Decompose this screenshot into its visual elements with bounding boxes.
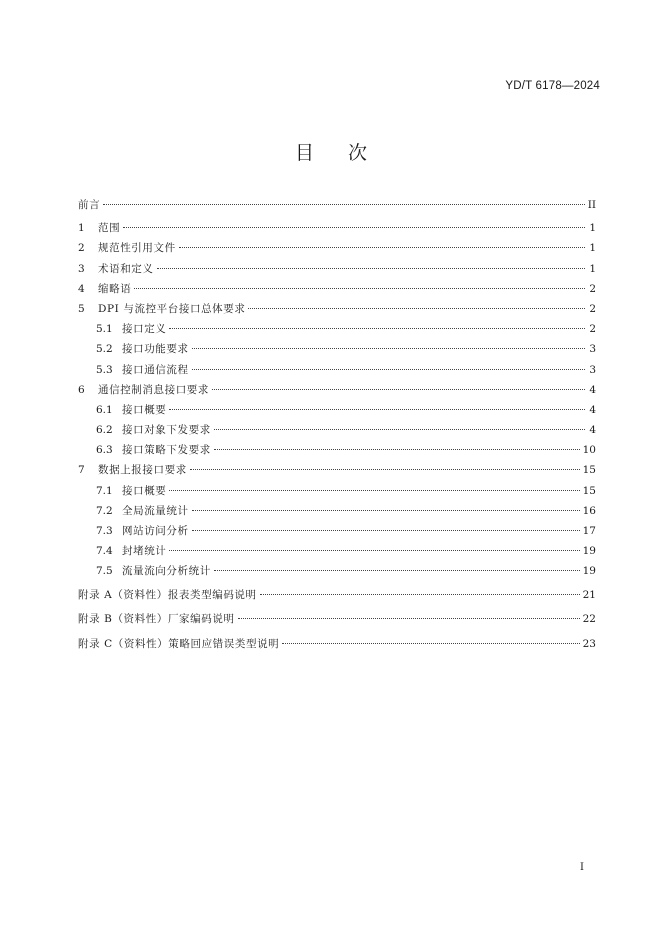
toc-leader bbox=[192, 510, 580, 511]
toc-entry-label: 通信控制消息接口要求 bbox=[98, 383, 209, 396]
toc-leader bbox=[214, 570, 580, 571]
toc-entry-number: 5.1 bbox=[96, 323, 113, 336]
toc-entry-number: 5.2 bbox=[96, 343, 113, 356]
toc-title bbox=[0, 138, 662, 165]
toc-entry-page: 19 bbox=[582, 565, 596, 578]
toc-entry-5-3[interactable] bbox=[78, 362, 596, 382]
toc-entry-number: 7.3 bbox=[96, 525, 113, 537]
toc-entry-6-3[interactable] bbox=[78, 442, 596, 462]
toc-leader bbox=[190, 469, 580, 470]
toc-entry-number: 3 bbox=[78, 262, 85, 275]
toc-leader bbox=[192, 530, 580, 531]
toc-entry-label: DPI 与流控平台接口总体要求 bbox=[98, 302, 246, 315]
toc-leader bbox=[238, 618, 580, 619]
toc-entry-label: 接口概要 bbox=[122, 484, 167, 497]
toc-entry-number: 5.3 bbox=[96, 363, 113, 376]
toc-entry-label: 流量流向分析统计 bbox=[122, 565, 211, 578]
toc-leader bbox=[123, 227, 585, 228]
toc-entry-number: 7.5 bbox=[96, 565, 113, 578]
toc-entry-1[interactable] bbox=[78, 220, 596, 240]
page-number: I bbox=[580, 862, 584, 873]
toc-entry-number: 6.3 bbox=[96, 444, 113, 457]
toc-entry-page: II bbox=[587, 199, 596, 211]
toc-entry-page: 15 bbox=[582, 484, 596, 497]
toc-entry-page: 22 bbox=[582, 613, 596, 626]
toc-entry-page: 3 bbox=[589, 363, 596, 376]
toc-entry-page: 2 bbox=[589, 302, 596, 315]
toc-entry-page: 23 bbox=[582, 637, 596, 650]
toc-leader bbox=[169, 328, 585, 329]
toc-entry-annex-a[interactable] bbox=[78, 587, 596, 612]
toc-entry-foreword[interactable] bbox=[78, 197, 596, 217]
toc-leader bbox=[192, 348, 585, 349]
toc-entry-4[interactable] bbox=[78, 281, 596, 301]
toc-entry-7-2[interactable] bbox=[78, 503, 596, 523]
toc-entry-number: 1 bbox=[78, 222, 85, 235]
toc-entry-page: 1 bbox=[589, 222, 596, 235]
toc-entry-7[interactable] bbox=[78, 462, 596, 482]
toc-entry-label: 接口功能要求 bbox=[122, 343, 189, 356]
toc-entry-7-5[interactable] bbox=[78, 563, 596, 583]
toc-entry-2[interactable] bbox=[78, 240, 596, 260]
toc-entry-6-2[interactable] bbox=[78, 422, 596, 442]
toc-entry-6[interactable] bbox=[78, 382, 596, 402]
toc-leader bbox=[214, 449, 580, 450]
toc-entry-5[interactable] bbox=[78, 301, 596, 321]
toc-entry-page: 2 bbox=[589, 282, 596, 295]
toc-entry-label: 全局流量统计 bbox=[122, 504, 189, 517]
toc-entry-page: 1 bbox=[589, 242, 596, 255]
toc-entry-5-2[interactable] bbox=[78, 341, 596, 361]
toc-entry-number: 6 bbox=[78, 383, 85, 396]
toc-entry-page: 1 bbox=[589, 262, 596, 275]
toc-entry-label: 接口通信流程 bbox=[122, 363, 189, 376]
toc-entry-page: 4 bbox=[589, 424, 596, 437]
toc-entry-page: 21 bbox=[582, 588, 596, 601]
toc-entry-number: 2 bbox=[78, 242, 85, 255]
toc-entry-label: 接口策略下发要求 bbox=[122, 444, 211, 457]
toc-entry-5-1[interactable] bbox=[78, 321, 596, 341]
toc-leader bbox=[103, 204, 585, 205]
toc-entry-page: 4 bbox=[589, 403, 596, 416]
toc-entry-label: 接口概要 bbox=[122, 403, 167, 416]
toc-entry-7-3[interactable] bbox=[78, 523, 596, 543]
toc-entry-label: 封堵统计 bbox=[122, 545, 167, 558]
toc-entry-number: 6.1 bbox=[96, 403, 113, 416]
toc-entry-label: 规范性引用文件 bbox=[98, 242, 176, 255]
toc-title-char-1: 目 bbox=[294, 142, 314, 164]
toc-entry-page: 10 bbox=[582, 444, 596, 457]
toc-entry-label: 附录 B（资料性）厂家编码说明 bbox=[78, 613, 235, 626]
toc-entry-label: 接口对象下发要求 bbox=[122, 424, 211, 437]
toc-entry-7-1[interactable] bbox=[78, 483, 596, 503]
toc-entry-page: 17 bbox=[582, 525, 596, 537]
toc-entry-label: 范围 bbox=[98, 222, 121, 235]
toc-title-char-2: 次 bbox=[348, 142, 368, 164]
toc-leader bbox=[248, 308, 585, 309]
toc-entry-page: 3 bbox=[589, 343, 596, 356]
toc-leader bbox=[169, 550, 579, 551]
toc-entry-number: 5 bbox=[78, 302, 85, 315]
toc-leader bbox=[282, 643, 579, 644]
toc-entry-page: 4 bbox=[589, 383, 596, 396]
toc-entry-label: 附录 C（资料性）策略回应错误类型说明 bbox=[78, 637, 280, 650]
toc-entry-number: 7.2 bbox=[96, 504, 113, 517]
toc-leader bbox=[169, 409, 585, 410]
toc-entry-label: 数据上报接口要求 bbox=[98, 464, 187, 477]
toc-entry-number: 7.4 bbox=[96, 545, 113, 558]
document-code: YD/T 6178—2024 bbox=[505, 80, 600, 92]
toc-leader bbox=[260, 594, 580, 595]
toc-leader bbox=[169, 490, 579, 491]
toc-entry-label: 接口定义 bbox=[122, 323, 167, 336]
toc-leader bbox=[157, 268, 586, 269]
toc-entry-3[interactable] bbox=[78, 261, 596, 281]
toc-leader bbox=[179, 247, 585, 248]
toc-leader bbox=[214, 429, 585, 430]
toc-entry-6-1[interactable] bbox=[78, 402, 596, 422]
toc-entry-number: 7.1 bbox=[96, 484, 113, 497]
toc-leader bbox=[134, 288, 585, 289]
toc-entry-page: 2 bbox=[589, 323, 596, 336]
toc-entry-7-4[interactable] bbox=[78, 543, 596, 563]
toc-entry-label: 网站访问分析 bbox=[122, 525, 189, 537]
toc-entry-page: 19 bbox=[582, 545, 596, 558]
toc-leader bbox=[212, 389, 585, 390]
toc-entry-number: 4 bbox=[78, 282, 85, 295]
toc-entry-page: 15 bbox=[582, 464, 596, 477]
toc-entry-label: 前言 bbox=[78, 199, 101, 211]
table-of-contents bbox=[78, 197, 596, 660]
toc-entry-annex-b[interactable] bbox=[78, 611, 596, 636]
toc-entry-number: 6.2 bbox=[96, 424, 113, 437]
toc-entry-annex-c[interactable] bbox=[78, 636, 596, 661]
toc-entry-number: 7 bbox=[78, 464, 85, 477]
toc-entry-label: 缩略语 bbox=[98, 282, 132, 295]
toc-entry-label: 附录 A（资料性）报表类型编码说明 bbox=[78, 588, 257, 601]
toc-entry-page: 16 bbox=[582, 504, 596, 517]
toc-leader bbox=[192, 369, 585, 370]
toc-entry-label: 术语和定义 bbox=[98, 262, 154, 275]
